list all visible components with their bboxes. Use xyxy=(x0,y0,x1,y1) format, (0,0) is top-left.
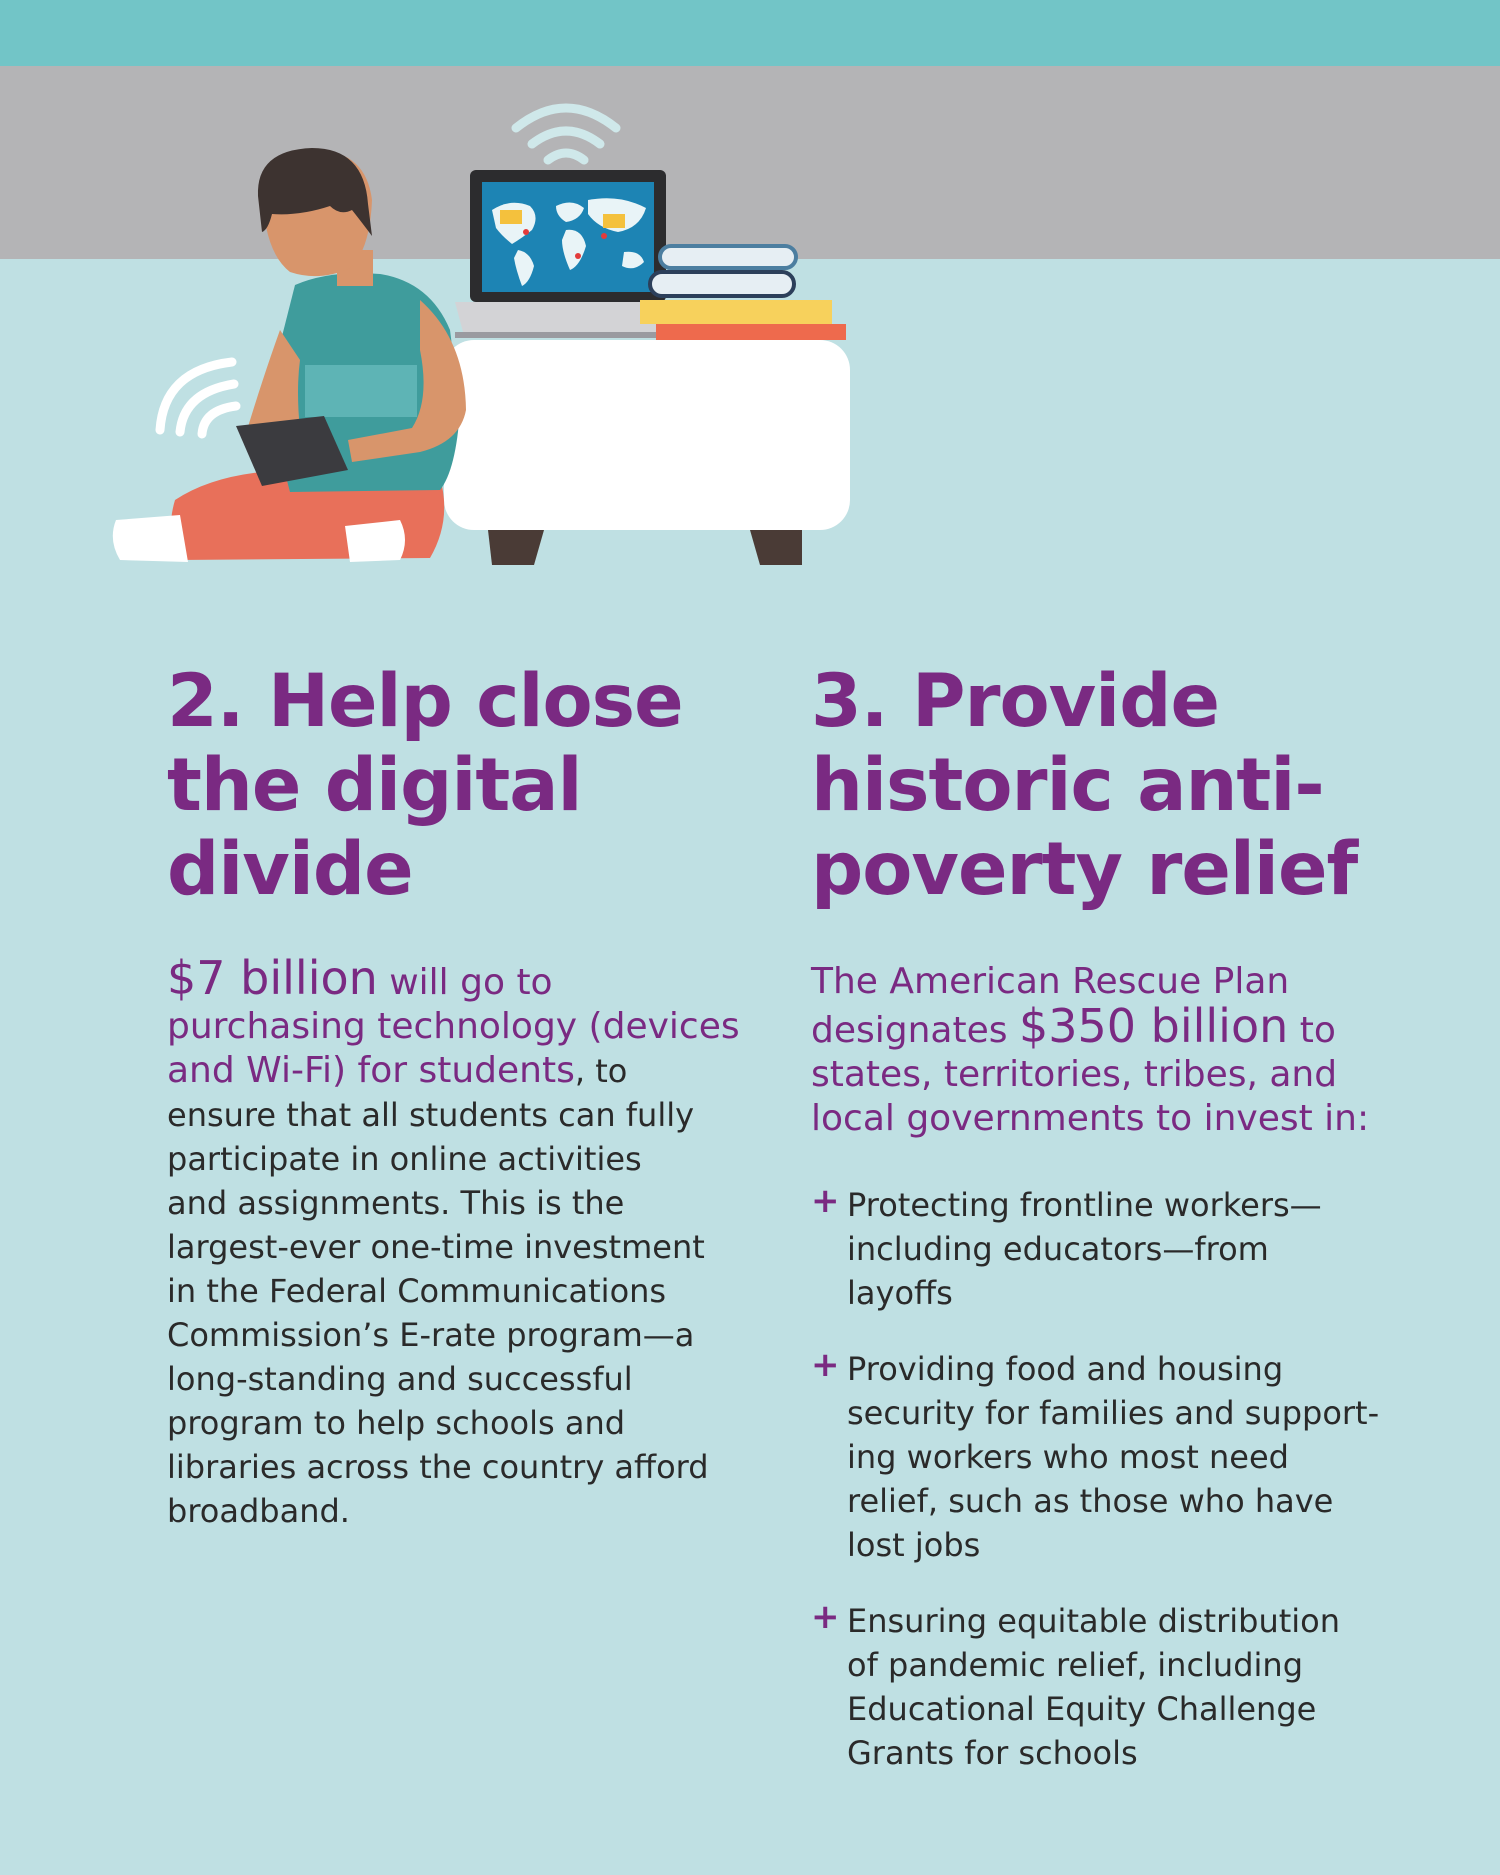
body-text: , to xyxy=(574,1052,628,1090)
heading-line: divide xyxy=(167,827,413,912)
body-line: program to help schools and xyxy=(167,1404,626,1442)
body-line: long-standing and successful xyxy=(167,1360,633,1398)
list-item-text: Ensuring equitable distribution of pandemic relief, including Educational Equity Challenge Grants for schools xyxy=(847,1602,1341,1772)
intro-line: local governments to invest in: xyxy=(811,1098,1370,1139)
body-line: and assignments. This is the xyxy=(167,1184,625,1222)
intro-line: The American Rescue Plan xyxy=(811,961,1290,1002)
section3-heading xyxy=(811,660,1411,912)
body-line: broadband. xyxy=(167,1492,350,1530)
wifi-icon xyxy=(516,108,616,160)
intro-text: designates xyxy=(811,1010,1019,1051)
list-item xyxy=(811,1599,1411,1775)
student-figure xyxy=(113,148,466,562)
investment-list xyxy=(811,1183,1411,1775)
section2-body xyxy=(167,951,757,1533)
body-line: ensure that all students can fully xyxy=(167,1096,695,1134)
intro-text: to xyxy=(1288,1010,1336,1051)
intro-line xyxy=(167,951,757,1005)
intro-rest: will go to xyxy=(377,962,553,1003)
plus-icon: + xyxy=(811,1597,840,1637)
books-icon xyxy=(640,246,846,340)
intro-line xyxy=(811,999,1411,1053)
body-line: largest-ever one-time investment xyxy=(167,1228,705,1266)
intro-line xyxy=(167,1049,757,1093)
heading-line: historic anti- xyxy=(811,743,1324,828)
body-line: libraries across the country afford xyxy=(167,1448,709,1486)
list-item-text: Providing food and housing security for families and support- ing workers who most need relief, such as those who have lost jobs xyxy=(847,1350,1380,1564)
heading-line: the digital xyxy=(167,743,582,828)
section-anti-poverty xyxy=(811,660,1411,1807)
amount: $350 billion xyxy=(1018,999,1289,1053)
heading-line: 3. Provide xyxy=(811,659,1219,744)
body-line: Commission’s E-rate program—a xyxy=(167,1316,695,1354)
plus-icon: + xyxy=(811,1181,840,1221)
intro-text: and Wi-Fi) for students xyxy=(167,1050,575,1091)
plus-icon: + xyxy=(811,1345,840,1385)
body-line: in the Federal Communications xyxy=(167,1272,667,1310)
section3-intro xyxy=(811,960,1411,1141)
intro-line: states, territories, tribes, and xyxy=(811,1054,1338,1095)
section2-heading xyxy=(167,660,757,912)
list-item xyxy=(811,1183,1411,1315)
heading-line: 2. Help close xyxy=(167,659,683,744)
table-icon xyxy=(444,340,850,565)
body-line: participate in online activities xyxy=(167,1140,642,1178)
intro-line: purchasing technology (devices xyxy=(167,1006,740,1047)
wifi-icon xyxy=(160,362,236,434)
section-digital-divide xyxy=(167,660,757,1533)
list-item xyxy=(811,1347,1411,1567)
student-illustration xyxy=(0,0,1500,600)
heading-line: poverty relief xyxy=(811,827,1358,912)
amount: $7 billion xyxy=(167,951,378,1005)
list-item-text: Protecting frontline workers— including educators—from layoffs xyxy=(847,1186,1322,1312)
